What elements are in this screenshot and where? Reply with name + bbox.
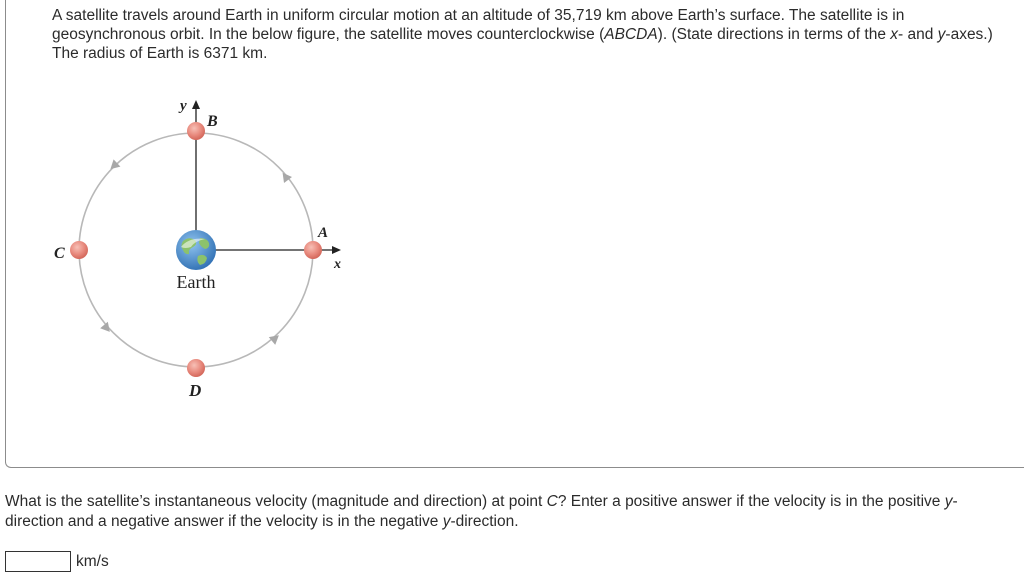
satellite-d [187,359,205,377]
problem-statement: A satellite travels around Earth in uniform circular motion at an altitude of 35,719 km above Earth’s surface. The satellite is in geosynchronous orbit. In the below figure, the satellite moves counterclockwise (ABCDA). (State directions in terms of the x- and y-axes.) The radius of Earth is 6371 km. [52,7,993,62]
arrowhead-da [269,331,282,344]
question-text: What is the satellite’s instantaneous velocity (magnitude and direction) at point C? Enter a positive answer if the velocity is in the positive y-direction and a negative answer if the velocity is in the negative y-direction. [5,493,958,530]
unit-label: km/s [76,552,109,570]
point-reference: C [546,493,558,510]
label-c: C [54,245,65,262]
velocity-answer-input[interactable] [5,551,71,572]
y-axis-label: y [180,98,187,114]
x-axis-label: x [334,257,341,272]
orbit-sequence: ABCDA [604,26,658,43]
satellite-a [304,241,322,259]
earth-globe-icon [176,230,216,270]
orbit-figure [40,90,360,410]
satellite-c [70,241,88,259]
label-d: D [189,381,202,400]
x-axis-arrow-icon [332,246,341,254]
y-axis-arrow-icon [192,100,200,109]
satellite-b [187,122,205,140]
earth-label: Earth [176,272,216,292]
label-b: B [207,113,218,130]
answer-row [5,551,109,572]
label-a: A [318,225,329,241]
arrowhead-cd [100,322,113,335]
